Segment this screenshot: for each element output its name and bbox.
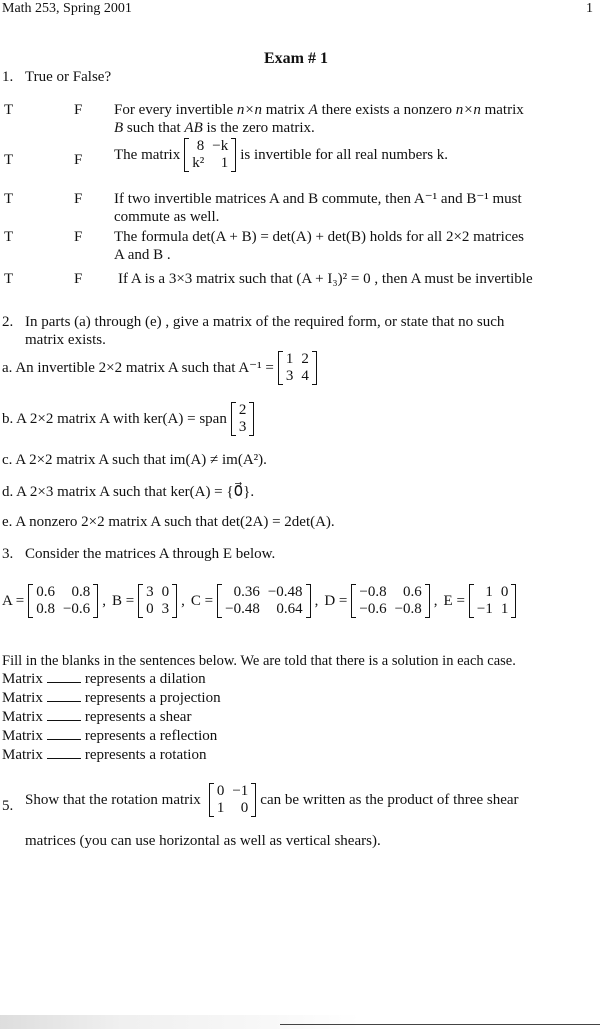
q1-prompt: True or False? xyxy=(25,69,112,85)
math-run: n×n xyxy=(236,102,263,118)
text-run: For every invertible xyxy=(114,102,237,118)
q3-matrix-c xyxy=(191,584,318,618)
matrix-cell: 0.6 xyxy=(403,584,422,600)
matrix-cell: 1 xyxy=(500,601,509,617)
matrix-cell: −0.48 xyxy=(225,601,260,617)
math-run: B xyxy=(114,120,124,136)
text-run: such that xyxy=(123,120,185,136)
matrix-cell: 2 xyxy=(301,351,309,367)
q2-line1: In parts (a) through (e) , give a matrix of the required form, or state that no such xyxy=(25,314,505,330)
q3-matrices-row xyxy=(2,584,520,618)
q2-part-a-matrix xyxy=(278,351,317,385)
matrix-name: A = xyxy=(2,593,25,609)
matrix-cell: 0.8 xyxy=(36,601,55,617)
math-run: AB xyxy=(184,120,203,136)
matrix-cell: −0.8 xyxy=(359,584,387,600)
q5-line2: matrices (you can use horizontal as well as vertical shears). xyxy=(25,833,381,849)
q1-number: 1. xyxy=(2,69,14,85)
answer-blank[interactable] xyxy=(47,727,81,740)
course-header: Math 253, Spring 2001 xyxy=(2,1,132,16)
matrix-cell: 0.36 xyxy=(233,584,260,600)
q2-line2: matrix exists. xyxy=(25,332,106,348)
q2-part-c: c. A 2×2 matrix A such that im(A) ≠ im(A²). xyxy=(2,452,267,468)
matrix-name: B = xyxy=(111,593,135,609)
q1-item4-true[interactable]: T xyxy=(4,229,14,245)
q1-item3-line2: commute as well. xyxy=(114,209,220,225)
blank-rest: represents a rotation xyxy=(84,747,207,763)
q1-item1-false[interactable]: F xyxy=(74,102,83,118)
q3-matrix-a xyxy=(2,584,106,618)
q2-part-b-matrix xyxy=(231,402,255,436)
math-run: A xyxy=(308,102,318,118)
q3-instruction: Fill in the blanks in the sentences below. We are told that there is a solution in each case. xyxy=(2,653,516,669)
exam-title: Exam # 1 xyxy=(264,50,328,67)
scan-edge-line xyxy=(280,1024,600,1025)
matrix-brackets xyxy=(138,584,177,618)
answer-blank[interactable] xyxy=(47,670,81,683)
blank-word: Matrix xyxy=(2,728,43,744)
q2-part-d: d. A 2×3 matrix A such that ker(A) = {0⃗}. xyxy=(2,484,255,500)
q3-blank-row-4 xyxy=(2,727,217,745)
text-run: there exists a nonzero xyxy=(317,102,456,118)
page-number: 1 xyxy=(586,1,593,16)
matrix-cell: 1 xyxy=(285,351,294,367)
blank-rest: represents a dilation xyxy=(84,671,206,687)
q5-pre: Show that the rotation matrix xyxy=(25,792,201,808)
matrix-cell: 0.8 xyxy=(71,584,91,600)
matrix-cell: 2 xyxy=(238,402,247,418)
matrix-cell: 3 xyxy=(238,419,247,435)
matrix-cell: −1 xyxy=(232,783,249,799)
blank-word: Matrix xyxy=(2,747,43,763)
q1-item1-line1 xyxy=(114,101,524,119)
blank-rest: represents a shear xyxy=(84,709,192,725)
q3-matrix-b xyxy=(112,584,185,618)
blank-rest: represents a reflection xyxy=(84,728,218,744)
matrix-brackets xyxy=(217,584,310,618)
q1-item5-false[interactable]: F xyxy=(74,271,83,287)
answer-blank[interactable] xyxy=(47,746,81,759)
text-run: matrix xyxy=(262,102,309,118)
q3-blank-row-3 xyxy=(2,708,191,726)
matrix-cell: −0.6 xyxy=(62,601,91,617)
matrix-name: C = xyxy=(190,593,214,609)
q1-item5-line1: If A is a 3×3 matrix such that (A + I₃)² = 0 , then A must be invertible xyxy=(118,271,533,287)
matrix-cell: 0 xyxy=(216,783,225,799)
matrix-cell: −0.6 xyxy=(359,601,387,617)
matrix-cell: 0 xyxy=(161,584,170,600)
q1-item4-line1: The formula det(A + B) = det(A) + det(B) holds for all 2×2 matrices xyxy=(114,229,524,245)
q3-matrix-e xyxy=(444,584,521,618)
matrix-sep: , xyxy=(102,593,106,609)
matrix-cell: 8 xyxy=(196,138,205,154)
q3-blank-row-5 xyxy=(2,746,206,764)
matrix-cell: 1 xyxy=(485,584,493,600)
q1-item4-line2: A and B . xyxy=(114,247,171,263)
matrix-cell: −0.8 xyxy=(394,601,422,617)
q2-part-a xyxy=(2,351,317,385)
q1-item2-statement xyxy=(114,138,448,172)
q3-number: 3. xyxy=(2,546,14,562)
q1-item2-post: is invertible for all real numbers k. xyxy=(240,147,449,163)
q1-item1-line2 xyxy=(114,119,315,137)
q1-item4-false[interactable]: F xyxy=(74,229,83,245)
matrix-cell: 0.6 xyxy=(36,584,55,600)
matrix-cell: −k xyxy=(212,138,229,154)
matrix-brackets xyxy=(351,584,429,618)
blank-word: Matrix xyxy=(2,709,43,725)
q3-matrix-d xyxy=(324,584,437,618)
q1-item3-true[interactable]: T xyxy=(4,191,14,207)
matrix-brackets xyxy=(28,584,98,618)
q2-part-e: e. A nonzero 2×2 matrix A such that det(2A) = 2det(A). xyxy=(2,514,335,530)
blank-rest: represents a projection xyxy=(84,690,221,706)
q5-number: 5. xyxy=(2,798,14,814)
q5-line1 xyxy=(25,783,519,817)
matrix-cell: 1 xyxy=(216,800,225,816)
answer-blank[interactable] xyxy=(47,708,81,721)
matrix-cell: −1 xyxy=(476,601,493,617)
q3-blank-row-1 xyxy=(2,670,206,688)
blank-word: Matrix xyxy=(2,690,43,706)
q1-item5-true[interactable]: T xyxy=(4,271,14,287)
matrix-sep: , xyxy=(181,593,185,609)
q2-part-b-text: b. A 2×2 matrix A with ker(A) = span xyxy=(2,411,227,427)
matrix-cell: −0.48 xyxy=(267,584,303,600)
text-run: is the zero matrix. xyxy=(202,120,315,136)
q2-part-a-text: a. An invertible 2×2 matrix A such that A⁻¹ = xyxy=(2,360,274,376)
q1-item3-false[interactable]: F xyxy=(74,191,83,207)
q2-part-b xyxy=(2,402,254,436)
q1-item2-true[interactable]: T xyxy=(4,152,14,168)
matrix-cell: 4 xyxy=(301,368,309,384)
matrix-sep: , xyxy=(314,593,319,609)
matrix-sep: , xyxy=(433,593,438,609)
matrix-cell: 0 xyxy=(240,800,249,816)
q1-item2-pre: The matrix xyxy=(114,147,181,163)
matrix-cell: 3 xyxy=(161,601,170,617)
q2-number: 2. xyxy=(2,314,14,330)
matrix-cell: 3 xyxy=(146,584,154,600)
text-run: matrix xyxy=(480,102,524,118)
matrix-brackets xyxy=(469,584,516,618)
math-run: n×n xyxy=(455,102,481,118)
q1-item2-false[interactable]: F xyxy=(74,152,83,168)
q5-matrix xyxy=(209,783,256,817)
q5-post: can be written as the product of three shear xyxy=(260,792,519,808)
blank-word: Matrix xyxy=(2,671,43,687)
matrix-cell: 0.64 xyxy=(276,601,303,617)
scan-edge-shading xyxy=(0,1015,600,1029)
matrix-name: D = xyxy=(324,593,348,609)
matrix-cell: 0 xyxy=(500,584,509,600)
matrix-cell: 1 xyxy=(220,155,229,171)
matrix-cell: 0 xyxy=(146,601,154,617)
matrix-name: E = xyxy=(443,593,465,609)
matrix-cell: k² xyxy=(192,155,205,171)
answer-blank[interactable] xyxy=(47,689,81,702)
q3-prompt: Consider the matrices A through E below. xyxy=(25,546,276,562)
matrix-cell: 3 xyxy=(285,368,294,384)
q3-blank-row-2 xyxy=(2,689,221,707)
q1-item2-matrix xyxy=(184,138,236,172)
q1-item3-line1: If two invertible matrices A and B commute, then A⁻¹ and B⁻¹ must xyxy=(114,191,522,207)
q1-item1-true[interactable]: T xyxy=(4,102,14,118)
